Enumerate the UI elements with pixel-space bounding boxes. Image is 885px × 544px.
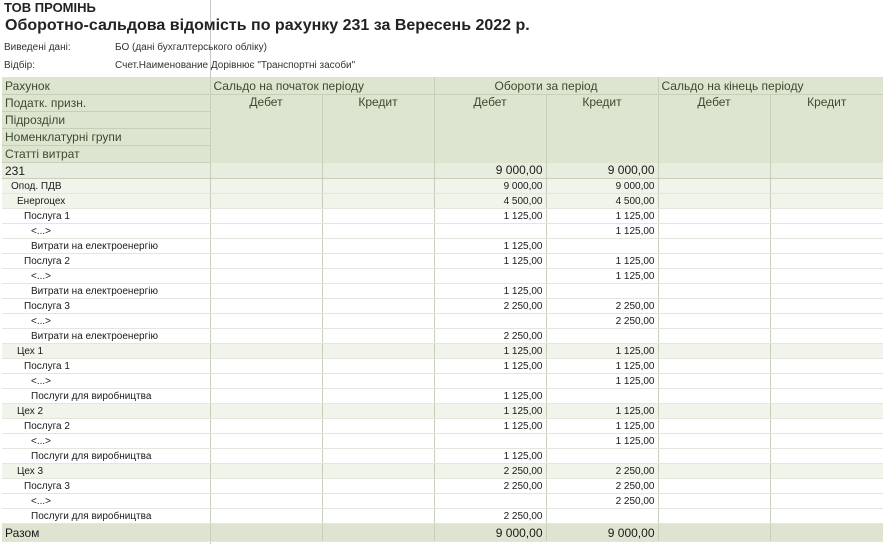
turnover-credit: 1 125,00 — [546, 224, 658, 239]
header-opening-balance: Сальдо на початок періоду — [210, 77, 434, 95]
table-row[interactable] — [2, 359, 883, 374]
opening-debit — [210, 314, 322, 329]
turnover-credit — [546, 449, 658, 464]
opening-credit — [322, 464, 434, 479]
header-tax-attr: Податк. призн. — [2, 95, 210, 112]
row-label: Цех 1 — [2, 344, 210, 359]
opening-credit — [322, 434, 434, 449]
closing-debit — [658, 419, 770, 434]
turnover-balance-table — [2, 77, 883, 542]
opening-credit — [322, 494, 434, 509]
closing-credit — [770, 359, 883, 374]
closing-credit — [770, 254, 883, 269]
closing-debit — [658, 224, 770, 239]
closing-credit — [770, 374, 883, 389]
closing-credit — [770, 344, 883, 359]
opening-debit — [210, 479, 322, 494]
turnover-debit: 2 250,00 — [434, 479, 546, 494]
closing-debit — [658, 284, 770, 299]
report-title: Оборотно-сальдова відомість по рахунку 231 за Вересень 2022 р. — [5, 17, 530, 34]
table-row[interactable] — [2, 269, 883, 284]
opening-credit — [322, 449, 434, 464]
total-row[interactable] — [2, 524, 883, 542]
turnover-debit: 2 250,00 — [434, 329, 546, 344]
row-label: Послуга 1 — [2, 209, 210, 224]
turnover-debit — [434, 374, 546, 389]
closing-credit — [770, 464, 883, 479]
table-row[interactable] — [2, 479, 883, 494]
turnover-debit: 1 125,00 — [434, 209, 546, 224]
opening-debit — [210, 359, 322, 374]
closing-debit — [658, 179, 770, 194]
turnover-debit: 1 125,00 — [434, 239, 546, 254]
meta-filter — [4, 60, 356, 71]
turnover-debit: 1 125,00 — [434, 344, 546, 359]
turnover-credit: 1 125,00 — [546, 209, 658, 224]
closing-credit — [770, 419, 883, 434]
header-opening-credit: Кредит — [322, 95, 434, 163]
meta-filter-value: Счет.Наименование Дорівнює "Транспортні засоби" — [115, 60, 356, 71]
turnover-debit — [434, 314, 546, 329]
turnover-debit: 1 125,00 — [434, 254, 546, 269]
turnover-debit: 9 000,00 — [434, 179, 546, 194]
row-label: <...> — [2, 494, 210, 509]
table-row[interactable] — [2, 299, 883, 314]
turnover-credit — [546, 239, 658, 254]
turnover-credit: 1 125,00 — [546, 254, 658, 269]
opening-debit — [210, 284, 322, 299]
closing-credit — [770, 404, 883, 419]
header-opening-debit: Дебет — [210, 95, 322, 163]
row-label: Послуга 2 — [2, 419, 210, 434]
opening-credit — [322, 224, 434, 239]
opening-debit — [210, 329, 322, 344]
opening-debit — [210, 494, 322, 509]
closing-debit — [658, 509, 770, 524]
turnover-credit: 1 125,00 — [546, 419, 658, 434]
opening-credit — [322, 314, 434, 329]
closing-credit — [770, 494, 883, 509]
row-label: Опод. ПДВ — [2, 179, 210, 194]
closing-debit — [658, 239, 770, 254]
opening-credit — [322, 389, 434, 404]
row-label: Витрати на електроенергію — [2, 239, 210, 254]
meta-filter-label: Відбір: — [4, 60, 36, 71]
opening-credit — [322, 419, 434, 434]
meta-output-data — [4, 42, 267, 53]
turnover-debit — [434, 269, 546, 284]
row-label: Послуга 3 — [2, 299, 210, 314]
opening-credit — [322, 299, 434, 314]
closing-debit — [658, 254, 770, 269]
turnover-credit: 2 250,00 — [546, 494, 658, 509]
row-label: Послуги для виробництва — [2, 509, 210, 524]
table-row[interactable] — [2, 389, 883, 404]
header-closing-credit: Кредит — [770, 95, 883, 163]
turnover-debit: 1 125,00 — [434, 419, 546, 434]
closing-debit — [658, 479, 770, 494]
opening-credit — [322, 163, 434, 179]
header-departments: Підрозділи — [2, 112, 210, 129]
header-item-groups: Номенклатурні групи — [2, 129, 210, 146]
header-cost-items: Статті витрат — [2, 146, 210, 163]
row-label: <...> — [2, 224, 210, 239]
header-turnover-debit: Дебет — [434, 95, 546, 163]
table-row[interactable] — [2, 329, 883, 344]
turnover-credit: 2 250,00 — [546, 464, 658, 479]
row-label: Послуга 1 — [2, 359, 210, 374]
turnover-credit — [546, 284, 658, 299]
opening-debit — [210, 509, 322, 524]
row-label: <...> — [2, 269, 210, 284]
table-row[interactable] — [2, 194, 883, 209]
closing-credit — [770, 224, 883, 239]
opening-credit — [322, 209, 434, 224]
meta-output-label: Виведені дані: — [4, 42, 71, 53]
opening-debit — [210, 163, 322, 179]
turnover-credit — [546, 329, 658, 344]
closing-debit — [658, 329, 770, 344]
turnover-debit — [434, 434, 546, 449]
opening-credit — [322, 284, 434, 299]
turnover-debit: 1 125,00 — [434, 359, 546, 374]
turnover-credit: 9 000,00 — [546, 163, 658, 179]
closing-credit — [770, 179, 883, 194]
table-row[interactable] — [2, 374, 883, 389]
opening-credit — [322, 179, 434, 194]
total-label: Разом — [2, 524, 210, 542]
closing-debit — [658, 404, 770, 419]
turnover-debit — [434, 494, 546, 509]
closing-credit — [770, 269, 883, 284]
row-label: <...> — [2, 434, 210, 449]
turnover-debit: 1 125,00 — [434, 449, 546, 464]
closing-debit — [658, 389, 770, 404]
opening-credit — [322, 254, 434, 269]
opening-debit — [210, 209, 322, 224]
opening-debit — [210, 344, 322, 359]
row-label: Цех 2 — [2, 404, 210, 419]
turnover-debit: 1 125,00 — [434, 389, 546, 404]
header-turnover: Обороти за період — [434, 77, 658, 95]
table-row[interactable] — [2, 314, 883, 329]
closing-debit — [658, 314, 770, 329]
opening-debit — [210, 404, 322, 419]
header-account: Рахунок — [2, 77, 210, 95]
table-row[interactable] — [2, 284, 883, 299]
closing-credit — [770, 209, 883, 224]
table-row[interactable] — [2, 239, 883, 254]
header-row-subcolumns — [2, 95, 883, 112]
header-row-groups — [2, 77, 883, 95]
row-label: Витрати на електроенергію — [2, 284, 210, 299]
turnover-debit: 1 125,00 — [434, 284, 546, 299]
opening-debit — [210, 299, 322, 314]
closing-debit — [658, 464, 770, 479]
closing-credit — [770, 299, 883, 314]
opening-debit — [210, 449, 322, 464]
turnover-debit: 4 500,00 — [434, 194, 546, 209]
closing-credit — [770, 163, 883, 179]
header-turnover-credit: Кредит — [546, 95, 658, 163]
opening-debit — [210, 374, 322, 389]
turnover-credit: 2 250,00 — [546, 314, 658, 329]
row-label: <...> — [2, 314, 210, 329]
closing-credit — [770, 284, 883, 299]
closing-debit — [658, 209, 770, 224]
closing-debit — [658, 344, 770, 359]
closing-credit — [770, 194, 883, 209]
row-label: Послуги для виробництва — [2, 449, 210, 464]
closing-debit — [658, 269, 770, 284]
turnover-debit: 2 250,00 — [434, 509, 546, 524]
row-label: Енергоцех — [2, 194, 210, 209]
row-label: Цех 3 — [2, 464, 210, 479]
turnover-debit: 9 000,00 — [434, 163, 546, 179]
turnover-credit: 9 000,00 — [546, 179, 658, 194]
closing-credit — [770, 449, 883, 464]
table-row[interactable] — [2, 254, 883, 269]
row-label: Послуга 2 — [2, 254, 210, 269]
table-row[interactable] — [2, 509, 883, 524]
closing-credit — [770, 434, 883, 449]
table-row[interactable] — [2, 179, 883, 194]
opening-debit — [210, 269, 322, 284]
opening-debit — [210, 239, 322, 254]
opening-debit — [210, 419, 322, 434]
turnover-credit: 4 500,00 — [546, 194, 658, 209]
closing-credit — [770, 239, 883, 254]
turnover-credit: 1 125,00 — [546, 434, 658, 449]
opening-debit — [210, 179, 322, 194]
closing-credit — [770, 479, 883, 494]
turnover-credit: 1 125,00 — [546, 269, 658, 284]
header-closing-balance: Сальдо на кінець періоду — [658, 77, 883, 95]
opening-debit — [210, 254, 322, 269]
opening-credit — [322, 404, 434, 419]
closing-debit — [658, 494, 770, 509]
closing-debit — [658, 359, 770, 374]
table-row[interactable] — [2, 344, 883, 359]
turnover-credit: 1 125,00 — [546, 359, 658, 374]
opening-credit — [322, 479, 434, 494]
opening-debit — [210, 194, 322, 209]
row-label: 231 — [2, 163, 210, 179]
table-row[interactable] — [2, 434, 883, 449]
closing-credit — [770, 314, 883, 329]
closing-debit — [658, 163, 770, 179]
total-turnover-credit: 9 000,00 — [546, 524, 658, 542]
closing-debit — [658, 434, 770, 449]
total-turnover-debit: 9 000,00 — [434, 524, 546, 542]
turnover-credit — [546, 389, 658, 404]
turnover-credit: 1 125,00 — [546, 344, 658, 359]
closing-debit — [658, 449, 770, 464]
turnover-credit: 1 125,00 — [546, 404, 658, 419]
turnover-credit — [546, 509, 658, 524]
closing-debit — [658, 194, 770, 209]
row-label: <...> — [2, 374, 210, 389]
turnover-credit: 2 250,00 — [546, 299, 658, 314]
opening-credit — [322, 374, 434, 389]
table-row[interactable] — [2, 163, 883, 179]
opening-credit — [322, 329, 434, 344]
company-name: ТОВ ПРОМІНЬ — [4, 0, 96, 15]
turnover-credit: 2 250,00 — [546, 479, 658, 494]
closing-credit — [770, 509, 883, 524]
table-row[interactable] — [2, 404, 883, 419]
table-row[interactable] — [2, 449, 883, 464]
closing-debit — [658, 299, 770, 314]
table-row[interactable] — [2, 494, 883, 509]
turnover-debit: 2 250,00 — [434, 464, 546, 479]
row-label: Витрати на електроенергію — [2, 329, 210, 344]
closing-credit — [770, 329, 883, 344]
opening-debit — [210, 224, 322, 239]
table-row[interactable] — [2, 224, 883, 239]
opening-credit — [322, 509, 434, 524]
opening-debit — [210, 389, 322, 404]
row-label: Послуга 3 — [2, 479, 210, 494]
opening-debit — [210, 464, 322, 479]
meta-output-value: БО (дані бухгалтерського обліку) — [115, 42, 267, 53]
opening-credit — [322, 269, 434, 284]
opening-debit — [210, 434, 322, 449]
turnover-debit — [434, 224, 546, 239]
turnover-debit: 1 125,00 — [434, 404, 546, 419]
turnover-credit: 1 125,00 — [546, 374, 658, 389]
opening-credit — [322, 344, 434, 359]
opening-credit — [322, 194, 434, 209]
header-closing-debit: Дебет — [658, 95, 770, 163]
opening-credit — [322, 359, 434, 374]
table-row[interactable] — [2, 209, 883, 224]
turnover-debit: 2 250,00 — [434, 299, 546, 314]
table-row[interactable] — [2, 464, 883, 479]
opening-credit — [322, 239, 434, 254]
closing-debit — [658, 374, 770, 389]
table-row[interactable] — [2, 419, 883, 434]
row-label: Послуги для виробництва — [2, 389, 210, 404]
closing-credit — [770, 389, 883, 404]
